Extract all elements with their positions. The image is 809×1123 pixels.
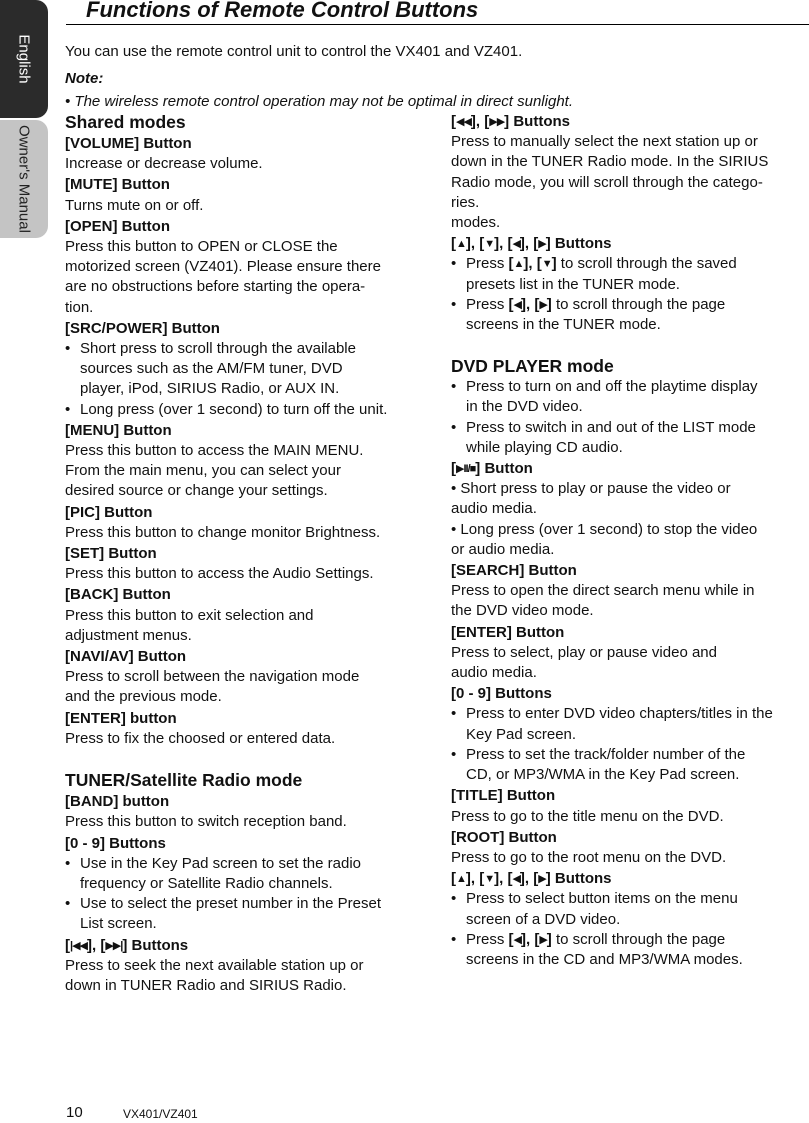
- right-arrow-icon: ▶: [539, 933, 547, 946]
- root-text: Press to go to the root menu on the DVD.: [451, 848, 727, 866]
- mute-heading: [MUTE] Button: [65, 176, 170, 194]
- volume-text: Increase or decrease volume.: [65, 155, 263, 173]
- number-heading: [0 - 9] Buttons: [451, 685, 552, 703]
- enter-text-1: Press to select, play or pause video and: [451, 643, 717, 661]
- left-arrow-icon: ◀: [513, 298, 521, 311]
- section-heading: Shared modes: [65, 112, 186, 132]
- band-heading: [BAND] button: [65, 793, 170, 811]
- skip-text-1: Press to seek the next available station up or: [65, 956, 364, 974]
- list-item: • Press [◀], [▶] to scroll through the page screens in the TUNER mode.: [451, 295, 726, 334]
- pic-text: Press this button to change monitor Brightness.: [65, 523, 381, 541]
- manual-tab-label: Owner's Manual: [15, 125, 33, 233]
- list-item: • Press [◀], [▶] to scroll through the page screens in the CD and MP3/WMA modes.: [451, 930, 743, 968]
- list-item: • Press to set the track/folder number of the CD, or MP3/WMA in the Key Pad screen.: [451, 745, 746, 784]
- title-text: Press to go to the title menu on the DVD.: [451, 807, 724, 825]
- play-text-4: or audio media.: [451, 540, 555, 558]
- list-item: • Press [▲], [▼] to scroll through the saved presets list in the TUNER mode.: [451, 255, 737, 293]
- menu-text-3: desired source or change your settings.: [65, 482, 328, 500]
- enter-text: Press to fix the choosed or entered data.: [65, 729, 336, 747]
- right-arrow-icon: ▶: [538, 873, 546, 886]
- root-heading: [ROOT] Button: [451, 828, 557, 846]
- list-item: • Press to select button items on the menu screen of a DVD video.: [451, 890, 738, 928]
- page-title: Functions of Remote Control Buttons: [86, 0, 479, 22]
- seek-text-1: Press to manually select the next station up or: [451, 133, 758, 151]
- play-pause-stop-icon: ▶II/■: [456, 463, 476, 476]
- pic-heading: [PIC] Button: [65, 503, 153, 521]
- skip-text-2: down in TUNER Radio and SIRIUS Radio.: [65, 976, 347, 994]
- open-text-1: Press this button to OPEN or CLOSE the: [65, 238, 338, 256]
- play-text-2: audio media.: [451, 500, 537, 518]
- navi-text-1: Press to scroll between the navigation mode: [65, 668, 360, 686]
- left-arrow-icon: ◀: [512, 873, 520, 886]
- navi-heading: [NAVI/AV] Button: [65, 648, 187, 666]
- open-text-2: motorized screen (VZ401). Please ensure there: [65, 258, 381, 276]
- up-arrow-icon: ▲: [456, 873, 466, 886]
- intro-block: [65, 42, 805, 111]
- left-column: [65, 111, 425, 996]
- left-arrow-icon: ◀: [512, 238, 520, 251]
- navi-text-2: and the previous mode.: [65, 688, 222, 706]
- band-text: Press this button to switch reception band.: [65, 813, 347, 831]
- play-text-3: • Long press (over 1 second) to stop the video: [451, 520, 758, 538]
- down-arrow-icon: ▼: [541, 258, 552, 271]
- menu-heading: [MENU] Button: [65, 421, 172, 439]
- seek-text-4: ries.: [451, 193, 480, 211]
- number-heading: [0 - 9] Buttons: [65, 834, 166, 852]
- menu-text-2: From the main menu, you can select your: [65, 462, 341, 480]
- list-item: • Press to enter DVD video chapters/titles in the Key Pad screen.: [451, 705, 773, 743]
- enter-text-2: audio media.: [451, 664, 537, 682]
- back-heading: [BACK] Button: [65, 586, 171, 604]
- fast-forward-icon: ▶▶: [489, 116, 505, 128]
- page-number: 10: [66, 1104, 83, 1121]
- mute-text: Turns mute on or off.: [65, 196, 204, 214]
- back-text-2: adjustment menus.: [65, 626, 192, 644]
- menu-text-1: Press this button to access the MAIN MENU.: [65, 442, 364, 460]
- manual-tab: [0, 120, 48, 238]
- open-text-4: tion.: [65, 298, 94, 316]
- list-item: • Short press to scroll through the available sources such as the AM/FM tuner, DVD player, iPod, SIRIUS Radio, or AUX IN.: [65, 340, 356, 398]
- src-heading: [SRC/POWER] Button: [65, 319, 220, 337]
- set-heading: [SET] Button: [65, 545, 157, 563]
- play-pause-heading: [▶II/■] Button: [451, 459, 809, 479]
- search-text-1: Press to open the direct search menu while in: [451, 582, 755, 600]
- open-heading: [OPEN] Button: [65, 217, 170, 235]
- model-name: VX401/VZ401: [123, 1107, 198, 1121]
- seek-text-5: modes.: [451, 214, 501, 232]
- volume-heading: [VOLUME] Button: [65, 135, 192, 152]
- left-arrow-icon: ◀: [513, 933, 521, 946]
- down-arrow-icon: ▼: [484, 238, 495, 251]
- arrows-heading: [▲], [▼], [◀], [▶] Buttons: [451, 234, 809, 254]
- list-item: • Use to select the preset number in the Preset List screen.: [65, 895, 381, 933]
- seek-text-2: down in the TUNER Radio mode. In the SIRIUS: [451, 153, 769, 171]
- section-heading: DVD PLAYER mode: [451, 356, 614, 377]
- list-item: • Long press (over 1 second) to turn off the unit.: [65, 400, 388, 418]
- set-text: Press this button to access the Audio Settings.: [65, 565, 374, 583]
- list-item: • Press to switch in and out of the LIST mode while playing CD audio.: [451, 418, 756, 456]
- right-column: [451, 111, 809, 970]
- intro-text: You can use the remote control unit to control the VX401 and VZ401.: [65, 43, 523, 60]
- section-heading: TUNER/Satellite Radio mode: [65, 770, 303, 791]
- arrows-heading: [▲], [▼], [◀], [▶] Buttons: [451, 869, 809, 889]
- title-heading: [TITLE] Button: [451, 787, 556, 805]
- up-arrow-icon: ▲: [456, 238, 466, 251]
- seek-heading: [◀◀], [▶▶] Buttons: [451, 112, 809, 132]
- play-text-1: • Short press to play or pause the video or: [451, 480, 731, 498]
- down-arrow-icon: ▼: [484, 873, 495, 886]
- skip-back-icon: |◀◀: [70, 939, 87, 952]
- list-item: • Press to turn on and off the playtime display in the DVD video.: [451, 378, 758, 416]
- note-label: Note:: [65, 70, 104, 87]
- skip-forward-icon: ▶▶|: [105, 939, 123, 952]
- back-text-1: Press this button to exit selection and: [65, 606, 314, 624]
- title-bar: [66, 0, 809, 25]
- note-text: • The wireless remote control operation may not be optimal in direct sunlight.: [65, 93, 573, 110]
- open-text-3: are no obstructions before starting the opera-: [65, 278, 366, 296]
- seek-text-3: Radio mode, you will scroll through the catego-: [451, 173, 763, 191]
- language-tab: [0, 0, 48, 118]
- up-arrow-icon: ▲: [513, 258, 524, 271]
- list-item: • Use in the Key Pad screen to set the radio frequency or Satellite Radio channels.: [65, 854, 361, 892]
- language-tab-label: English: [15, 34, 33, 84]
- search-heading: [SEARCH] Button: [451, 562, 577, 580]
- right-arrow-icon: ▶: [539, 298, 547, 311]
- enter-heading: [ENTER] Button: [451, 623, 565, 641]
- right-arrow-icon: ▶: [538, 238, 546, 251]
- search-text-2: the DVD video mode.: [451, 602, 594, 620]
- skip-heading: [|◀◀], [▶▶|] Buttons: [65, 936, 425, 956]
- enter-heading: [ENTER] button: [65, 709, 177, 727]
- rewind-icon: ◀◀: [456, 116, 471, 128]
